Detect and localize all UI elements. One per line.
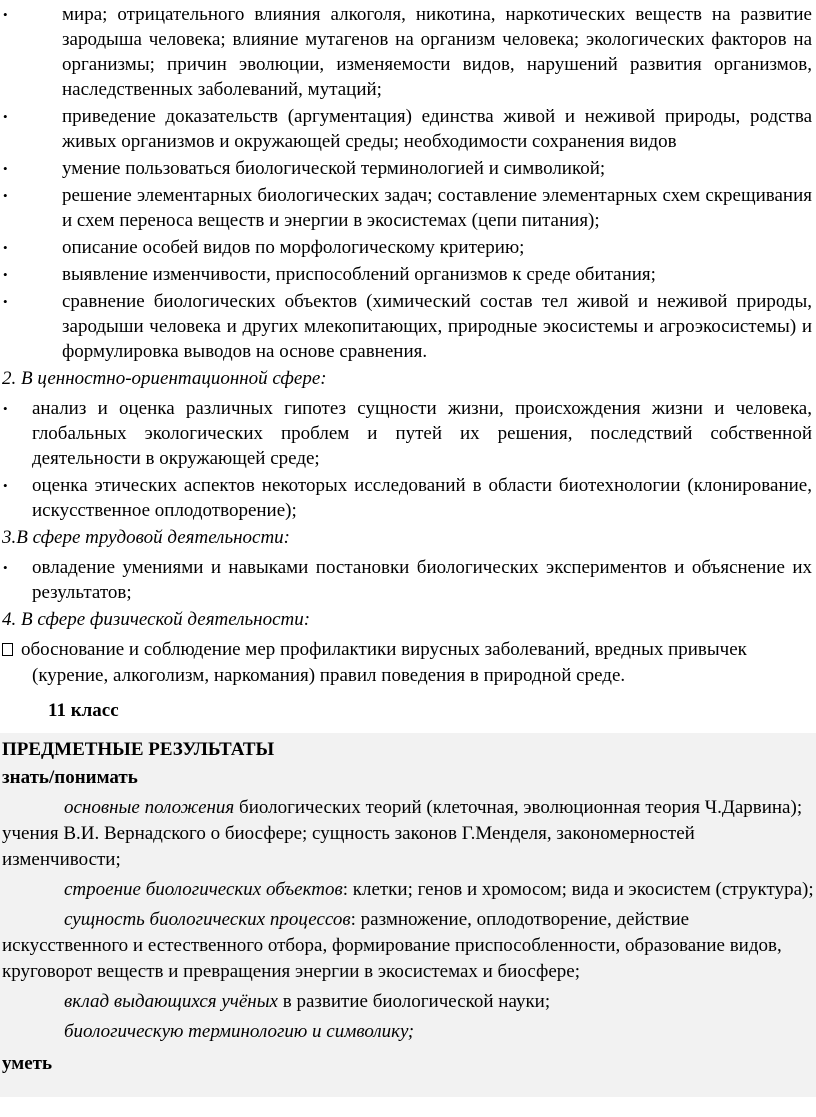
bullet: • (3, 294, 8, 309)
section2-list (0, 396, 816, 523)
list-item: • анализ и оценка различных гипотез сущности жизни, происхождения жизни и человека, глобальных экологических проблем и путей их решения, последствий собственной деятельности в окружающей среде; (3, 398, 812, 469)
bullet: • (3, 188, 8, 203)
section1-list (0, 2, 816, 364)
paragraph: строение биологических объектов: клетки; генов и хромосом; вида и экосистем (структура); (64, 879, 814, 900)
section2-title: 2. В ценностно-ориентационной сфере: (2, 368, 327, 389)
bullet: • (3, 161, 8, 176)
bullet: • (3, 240, 8, 255)
results-block (0, 733, 816, 1097)
able-title: уметь (2, 1053, 53, 1074)
list-item: • мира; отрицательного влияния алкоголя, никотина, наркотических веществ на развитие зародыша человека; влияние мутагенов на организм человека; экологических факторов на организмы; причин эволюции, изменяемости видов, нарушений развития организмов, наследственных заболеваний, мутаций; (3, 4, 812, 100)
list-item: • выявление изменчивости, приспособлений организмов к среде обитания; (3, 264, 656, 285)
paragraph: основные положения биологических теорий (клеточная, эволюционная теория Ч.Дарвина); учения В.И. Вернадского о биосфере; сущность законов Г.Менделя, закономерностей изменчивости; (2, 797, 803, 870)
square-bullet-icon (2, 643, 13, 656)
list-item: • описание особей видов по морфологическому критерию; (3, 237, 525, 258)
section3-title: 3.В сфере трудовой деятельности: (2, 527, 291, 548)
list-item: • умение пользоваться биологической терминологией и символикой; (3, 158, 606, 179)
list-item: • приведение доказательств (аргументация) единства живой и неживой природы, родства живых организмов и окружающей среды; необходимости сохранения видов (3, 106, 812, 152)
bullet: • (3, 401, 8, 416)
list-item: • оценка этических аспектов некоторых исследований в области биотехнологии (клонирование, искусственное оплодотворение); (3, 475, 812, 521)
know-title: знать/понимать (2, 767, 138, 788)
section3-list (0, 555, 816, 605)
paragraph: сущность биологических процессов: размножение, оплодотворение, действие искусственного и естественного отбора, формирование приспособленности, образование видов, круговорот веществ и превращения энергии в экосистемах и биосфере; (2, 909, 782, 982)
bullet: • (3, 7, 8, 22)
bullet: • (3, 478, 8, 493)
list-item: • сравнение биологических объектов (химический состав тел живой и неживой природы, зародыши человека и других млекопитающих, природные экосистемы и агроэкосистемы) и формулировка выводов на основе сравнения. (3, 291, 812, 362)
list-item: • овладение умениями и навыками постановки биологических экспериментов и объяснение их результатов; (3, 557, 812, 603)
paragraph: вклад выдающихся учёных в развитие биологической науки; (64, 991, 551, 1012)
list-item: • решение элементарных биологических задач; составление элементарных схем скрещивания и схем переноса веществ и энергии в экосистемах (цепи питания); (3, 185, 812, 231)
section4-title: 4. В сфере физической деятельности: (2, 609, 311, 630)
checkbox-list-item: обоснование и соблюдение мер профилактики вирусных заболеваний, вредных привычек (курение, алкоголизм, наркомания) правил поведения в природной среде. (2, 637, 816, 689)
grade-heading: 11 класс (48, 700, 119, 721)
bullet: • (3, 109, 8, 124)
results-title: ПРЕДМЕТНЫЕ РЕЗУЛЬТАТЫ (2, 739, 275, 760)
bullet: • (3, 267, 8, 282)
paragraph: биологическую терминологию и символику; (64, 1021, 415, 1042)
bullet: • (3, 560, 8, 575)
